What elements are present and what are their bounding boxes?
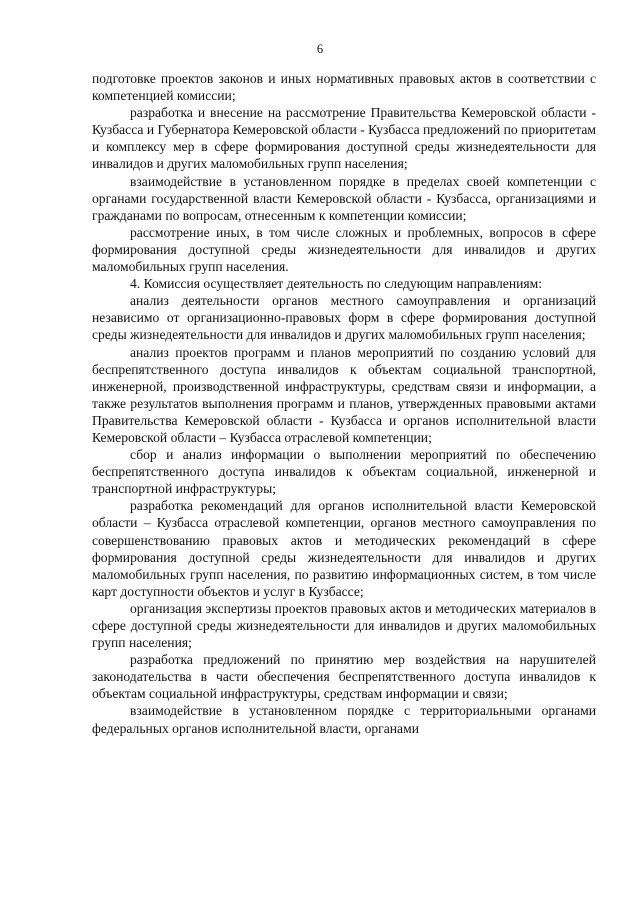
paragraph-4: рассмотрение иных, в том числе сложных и проблемных, вопросов в сфере формирования доступной среды жизнедеятельности для инвалидов и других маломобильных групп населения. (92, 224, 596, 275)
paragraph-6: анализ деятельности органов местного самоуправления и организаций независимо от организационно-правовых форм в сфере формирования доступной среды жизнедеятельности для инвалидов и других маломобильных групп населения; (92, 293, 596, 343)
paragraph-8: сбор и анализ информации о выполнении мероприятий по обеспечению беспрепятственного доступа инвалидов к объектам социальной, инженерной и транспортной инфраструктуры; (92, 447, 596, 497)
paragraph-9: разработка рекомендаций для органов исполнительной власти Кемеровской области – Кузбасса отраслевой компетенции, органов местного самоуправления по совершенствованию правовых актов и методических рекомендаций в сфере формирования доступной среды жизнедеятельности для инвалидов и других маломобильных групп населения, по развитию информационных систем, в том числе карт доступности объектов и услуг в Кузбассе; (92, 498, 596, 599)
paragraph-3: взаимодействие в установленном порядке в пределах своей компетенции с органами государственной власти Кемеровской области - Кузбасса, организациями и гражданами по вопросам, отнесенным к компетенции комиссии; (92, 173, 596, 223)
paragraph-5: 4. Комиссия осуществляет деятельность по следующим направлениям: (130, 276, 543, 292)
paragraph-1: подготовке проектов законов и иных нормативных правовых актов в соответствии с компетенцией комиссии; (92, 71, 596, 104)
paragraph-10: организация экспертизы проектов правовых актов и методических материалов в сфере доступной среды жизнедеятельности для инвалидов и других маломобильных групп населения; (92, 600, 596, 651)
document-body (92, 70, 596, 737)
page-number: 6 (316, 42, 324, 56)
paragraph-12: взаимодействие в установленном порядке с территориальными органами федеральных органов исполнительной власти, органами (92, 703, 596, 736)
paragraph-11: разработка предложений по принятию мер воздействия на нарушителей законодательства в части обеспечения беспрепятственного доступа инвалидов к объектам социальной инфраструктуры, средствам информации и связи; (92, 652, 596, 702)
paragraph-2: разработка и внесение на рассмотрение Правительства Кемеровской области - Кузбасса и Губернатора Кемеровской области - Кузбасса предложений по приоритетам и комплексу мер в сфере формирования доступной среды жизнедеятельности для инвалидов и других маломобильных групп населения; (92, 105, 596, 172)
paragraph-7: анализ проектов программ и планов мероприятий по созданию условий для беспрепятственного доступа инвалидов к объектам социальной транспортной, инженерной, производственной инфраструктуры, средствам связи и информации, а также результатов выполнения программ и планов, утвержденных правовыми актами Правительства Кемеровской области - Кузбасса и органов исполнительной власти Кемеровской области – Кузбасса отраслевой компетенции; (92, 344, 596, 445)
